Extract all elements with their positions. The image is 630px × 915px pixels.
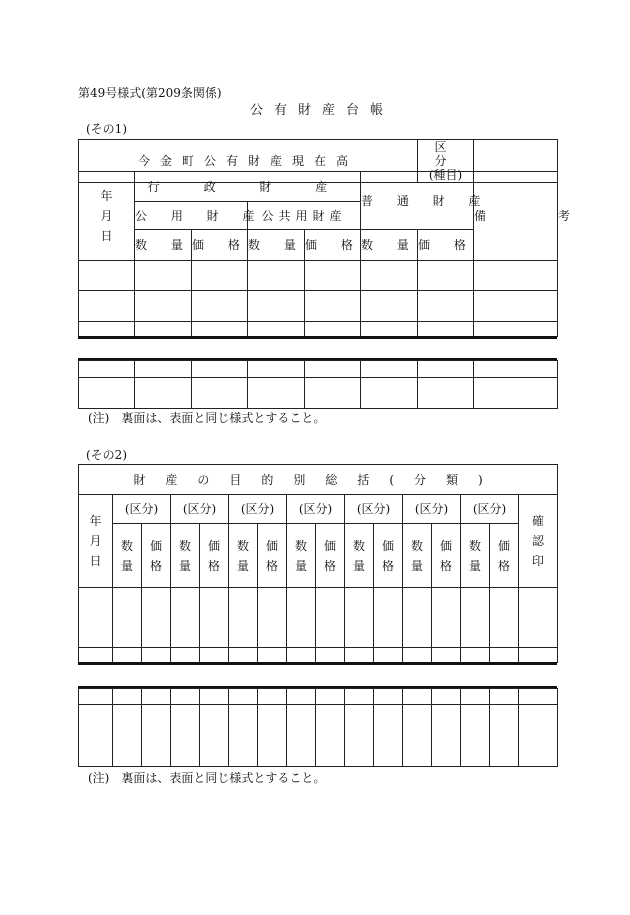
table-cell [229,648,258,663]
table-cell [374,648,403,663]
table-cell [418,361,474,378]
division-header: (区分) [287,495,345,524]
table-cell [229,588,258,648]
date-year: 年 [100,189,113,203]
part1-table-main [78,171,604,337]
table-cell [248,378,305,409]
quantity-char: 量 [294,558,307,573]
table-cell [519,648,558,663]
table-cell [474,291,558,322]
quantity-header: 数 量 [361,230,418,261]
value-header: 価 格 [305,230,361,261]
part1-note: (注) 裏面は、表面と同じ様式とすること。 [88,411,326,425]
table-cell [192,361,248,378]
value-header [432,524,461,588]
value-char: 格 [149,558,162,573]
quantity-header [287,524,316,588]
table-cell [79,261,135,291]
date-day: 日 [100,229,113,243]
table-cell [200,588,229,648]
quantity-header [345,524,374,588]
table-cell [418,261,474,291]
part1-table-reverse [78,360,558,409]
table-cell [171,588,200,648]
division-label: 区 分 [434,140,457,168]
table-cell [490,588,519,648]
table-cell [305,322,361,337]
table-cell [361,322,418,337]
division-header: (区分) [345,495,403,524]
table-cell [79,588,113,648]
table-cell [474,378,558,409]
part2-label: (その2) [86,448,127,462]
value-header [142,524,171,588]
table-cell [248,322,305,337]
division-sub-label: (種目) [428,168,463,182]
table-cell [79,361,135,378]
table-cell [305,291,361,322]
table-cell [432,705,461,767]
table-cell [142,588,171,648]
ordinary-property-header: 普 通 財 産 [361,172,474,230]
table-cell [258,689,287,705]
quantity-char: 数 [352,538,365,553]
quantity-char: 量 [120,558,133,573]
value-char: 格 [265,558,278,573]
table-cell [79,378,135,409]
table-cell [248,291,305,322]
table-cell [171,705,200,767]
table-cell [135,261,192,291]
table-cell [316,648,345,663]
quantity-char: 数 [178,538,191,553]
table-cell [418,378,474,409]
quantity-char: 数 [294,538,307,553]
table-cell [305,361,361,378]
table-cell [258,588,287,648]
table-cell [461,705,490,767]
table-cell [403,705,432,767]
quantity-char: 数 [120,538,133,553]
table-cell [248,261,305,291]
value-char: 価 [381,538,394,553]
table-cell [432,648,461,663]
quantity-header: 数 量 [248,230,305,261]
table-cell [79,689,113,705]
table-cell [345,648,374,663]
table-cell [490,648,519,663]
table-cell [258,648,287,663]
table-cell [316,588,345,648]
table-cell [474,322,558,337]
remarks-header: 備 考 [474,172,558,261]
table-cell [113,689,142,705]
table-cell [474,361,558,378]
table-cell [142,689,171,705]
quantity-char: 量 [178,558,191,573]
table-cell [192,378,248,409]
table-cell [418,291,474,322]
value-header [490,524,519,588]
table-cell [192,261,248,291]
table-cell [361,291,418,322]
table-cell [345,689,374,705]
table-cell [113,648,142,663]
table-cell [200,648,229,663]
quantity-char: 数 [468,538,481,553]
table-break-line [78,336,557,339]
table-cell [519,689,558,705]
quantity-header [113,524,142,588]
table-break-line [78,662,557,665]
administrative-property-header: 行 政 財 産 [135,172,361,202]
summary-title: 財産の目的別総括(分類) [79,465,558,495]
table-cell [142,705,171,767]
date-day: 日 [89,554,102,568]
table-cell [135,322,192,337]
table-cell [361,261,418,291]
public-common-use-property-header: 公共用財産 [248,202,361,230]
quantity-header [461,524,490,588]
table-cell [432,588,461,648]
part2-table-main [78,464,558,663]
table-cell [79,648,113,663]
value-header [316,524,345,588]
division-header: (区分) [229,495,287,524]
table-cell [345,705,374,767]
table-cell [229,689,258,705]
part1-label: (その1) [86,122,127,136]
quantity-header [403,524,432,588]
value-char: 格 [439,558,452,573]
confirmation-char: 認 [532,534,545,548]
division-header: (区分) [403,495,461,524]
confirmation-char: 確 [532,514,545,528]
quantity-char: 量 [468,558,481,573]
part2-table-reverse [78,688,558,767]
table-cell [142,648,171,663]
table-cell [461,689,490,705]
table-cell [490,689,519,705]
table-cell [374,689,403,705]
division-header: (区分) [171,495,229,524]
part2-note: (注) 裏面は、表面と同じ様式とすること。 [88,771,326,785]
page-title: 公有財産台帳 [250,103,395,118]
table-cell [519,588,558,648]
quantity-char: 量 [236,558,249,573]
value-char: 価 [497,538,510,553]
table-cell [316,689,345,705]
quantity-char: 数 [236,538,249,553]
table-cell [305,261,361,291]
table-cell [113,588,142,648]
table-cell [403,648,432,663]
table-cell [258,705,287,767]
table-cell [135,361,192,378]
table-cell [287,705,316,767]
confirmation-char: 印 [532,554,545,568]
table-cell [192,291,248,322]
quantity-header: 数 量 [135,230,192,261]
quantity-char: 量 [410,558,423,573]
table-cell [345,588,374,648]
value-char: 格 [207,558,220,573]
table-cell [287,588,316,648]
table-cell [79,705,113,767]
confirmation-header [519,495,558,588]
value-header: 価 格 [418,230,474,261]
value-char: 価 [207,538,220,553]
value-char: 格 [323,558,336,573]
table-cell [79,291,135,322]
table-cell [374,705,403,767]
table-cell [200,705,229,767]
table-cell [403,588,432,648]
value-header [374,524,403,588]
table-cell [192,322,248,337]
table-cell [135,378,192,409]
value-header: 価 格 [192,230,248,261]
form-number: 第49号様式(第209条関係) [78,86,222,100]
table-cell [403,689,432,705]
quantity-char: 量 [352,558,365,573]
value-header [200,524,229,588]
table-cell [248,361,305,378]
table-cell [171,648,200,663]
date-year: 年 [89,514,102,528]
date-month: 月 [100,209,113,223]
table-cell [461,588,490,648]
table-cell [519,705,558,767]
value-header [258,524,287,588]
table-cell [474,261,558,291]
table-cell [432,689,461,705]
table-cell [113,705,142,767]
quantity-header [171,524,200,588]
value-char: 価 [265,538,278,553]
date-header [79,172,135,261]
table-cell [374,588,403,648]
table-cell [229,705,258,767]
value-char: 価 [323,538,336,553]
table-cell [135,291,192,322]
date-month: 月 [89,534,102,548]
table-cell [79,322,135,337]
table-cell [305,378,361,409]
value-char: 格 [381,558,394,573]
division-header: (区分) [113,495,171,524]
public-use-property-header: 公 用 財 産 [135,202,248,230]
present-amount-label: 今金町公有財産現在高 [79,140,418,183]
date-header [79,495,113,588]
quantity-char: 数 [410,538,423,553]
table-cell [200,689,229,705]
table-cell [171,689,200,705]
table-cell [361,378,418,409]
division-header: (区分) [461,495,519,524]
table-cell [287,689,316,705]
table-cell [461,648,490,663]
table-cell [490,705,519,767]
table-cell [418,322,474,337]
table-cell [361,361,418,378]
table-cell [287,648,316,663]
value-char: 格 [497,558,510,573]
quantity-header [229,524,258,588]
value-char: 価 [439,538,452,553]
value-char: 価 [149,538,162,553]
table-cell [316,705,345,767]
